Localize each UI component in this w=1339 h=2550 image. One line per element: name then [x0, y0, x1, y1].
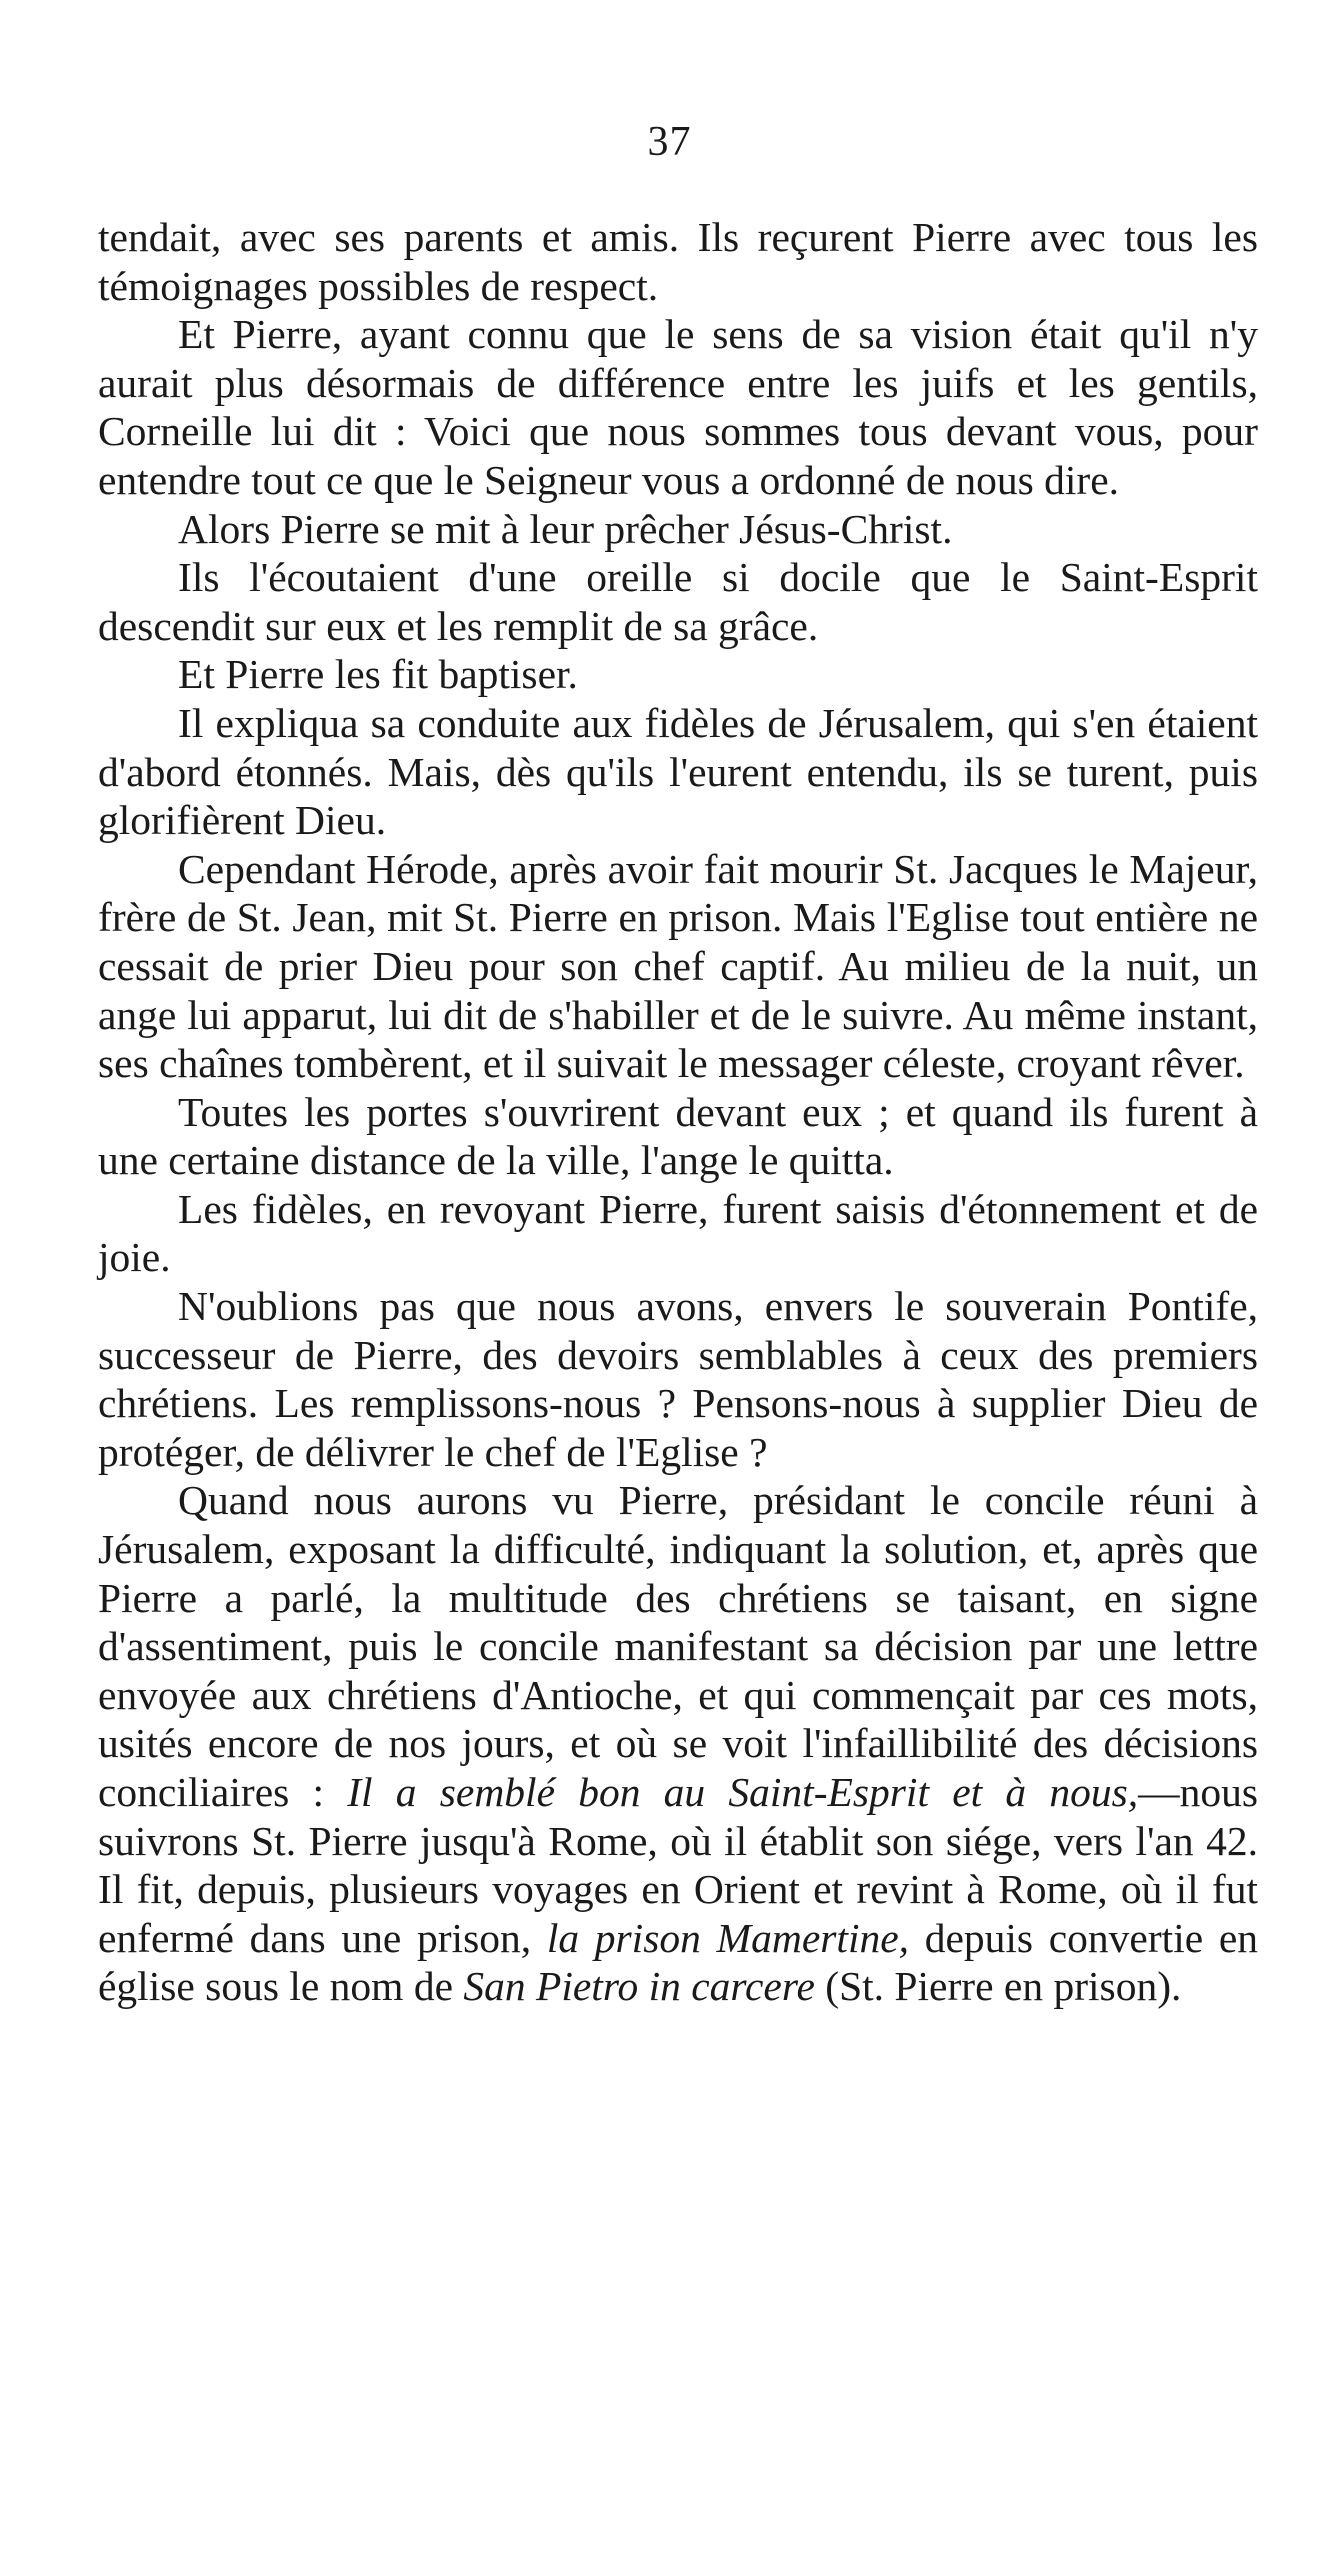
- council-text-2: —nous suivrons St. Pierre jusqu'à Rome, où il établit son siége, vers l'an 42. Il fit, depuis, plusieurs voyages en Orient et revint à Rome, où il fut enfermé dans une prison,: [98, 1769, 1258, 1961]
- paragraph-corneille: Et Pierre, ayant connu que le sens de sa vision était qu'il n'y aurait plus désormais de différence entre les juifs et les gentils, Corneille lui dit : Voici que nous sommes tous devant vous, pour entendre tout ce que le Seigneur vous a ordonné de nous dire.: [98, 311, 1258, 503]
- paragraph-council: [98, 1476, 1258, 2011]
- paragraph-prison: Cependant Hérode, après avoir fait mourir St. Jacques le Majeur, frère de St. Jean, mit St. Pierre en prison. Mais l'Eglise tout entière ne cessait de prier Dieu pour son chef captif. Au milieu de la nuit, un ange lui apparut, lui dit de s'habiller et de le suivre. Au même instant, ses chaînes tombèrent, et il suivait le messager céleste, croyant rêver.: [98, 845, 1258, 1087]
- council-text-4: (St. Pierre en prison).: [814, 1963, 1182, 2010]
- body-text: [98, 213, 1258, 2011]
- paragraph-duties: N'oublions pas que nous avons, envers le souverain Pontife, successeur de Pierre, des devoirs semblables à ceux des premiers chrétiens. Les remplissons-nous ? Pensons-nous à supplier Dieu de protéger, de délivrer le chef de l'Eglise ?: [98, 1283, 1258, 1475]
- page-number: 37: [647, 119, 692, 165]
- paragraph-faithful: Les fidèles, en revoyant Pierre, furent saisis d'étonnement et de joie.: [98, 1185, 1258, 1281]
- council-quote: Il a semblé bon au Saint-Esprit et à nous,: [347, 1769, 1139, 1815]
- paragraph-doors: Toutes les portes s'ouvrirent devant eux ; et quand ils furent à une certaine distance de la ville, l'ange le quitta.: [98, 1088, 1258, 1184]
- paragraph-preaching: Alors Pierre se mit à leur prêcher Jésus-Christ.: [178, 505, 953, 552]
- paragraph-jerusalem: Il expliqua sa conduite aux fidèles de Jérusalem, qui s'en étaient d'abord étonnés. Mais, dès qu'ils l'eurent entendu, ils se turent, puis glorifièrent Dieu.: [98, 699, 1258, 844]
- council-text-1: Quand nous aurons vu Pierre, présidant le concile réuni à Jérusalem, exposant la difficulté, indiquant la solution, et, après que Pierre a parlé, la multitude des chrétiens se taisant, en signe d'assentiment, puis le concile manifestant sa décision par une lettre envoyée aux chrétiens d'Antioche, et qui commençait par ces mots, usités encore de nos jours, et où se voit l'infaillibilité des décisions conciliaires :: [98, 1477, 1258, 1815]
- council-text-3: depuis convertie en église sous le nom de: [98, 1914, 1259, 2010]
- church-name: San Pietro in carcere: [463, 1963, 815, 2010]
- paragraph-continuation: tendait, avec ses parents et amis. Ils reçurent Pierre avec tous les témoignages possibles de respect.: [98, 214, 1258, 309]
- mamertine-prison: la prison Mamertine,: [546, 1914, 910, 1961]
- paragraph-holy-spirit: Ils l'écoutaient d'une oreille si docile que le Saint-Esprit descendit sur eux et les remplit de sa grâce.: [98, 554, 1258, 649]
- paragraph-baptism: Et Pierre les fit baptiser.: [178, 651, 578, 698]
